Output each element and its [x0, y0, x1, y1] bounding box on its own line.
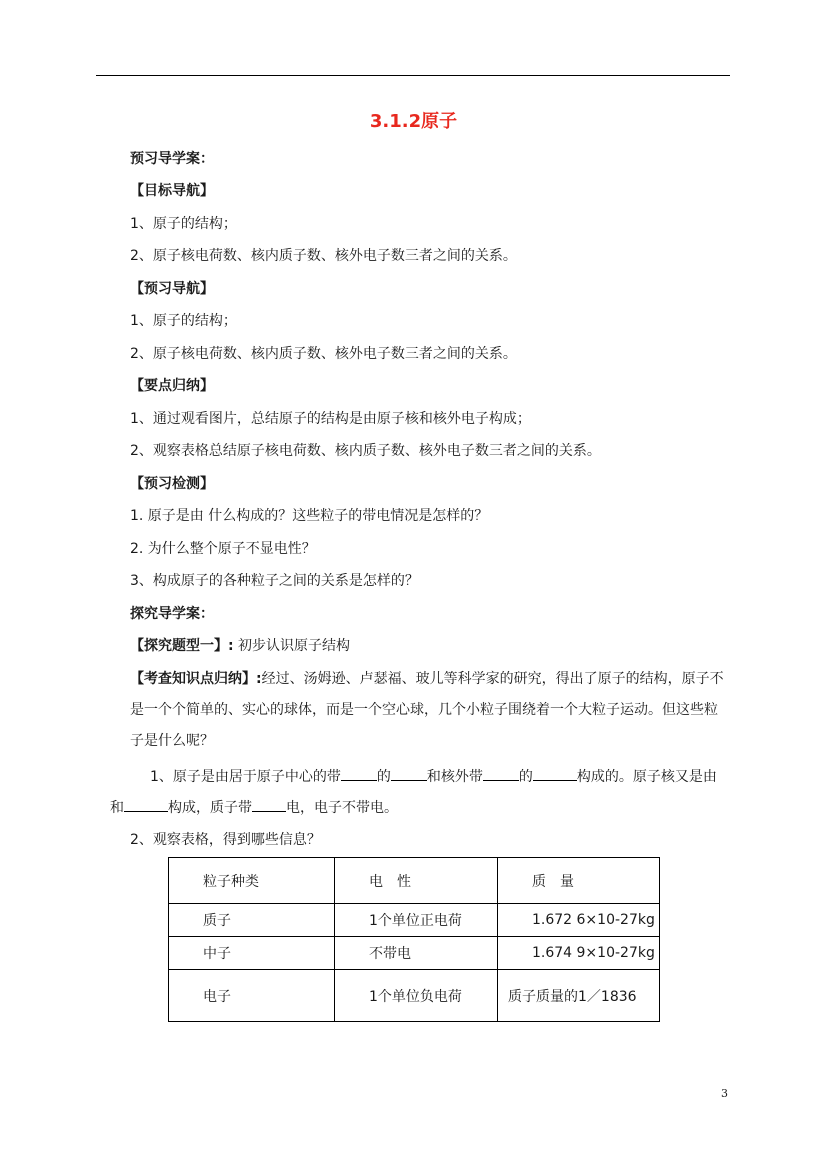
- knowledge-label: 【考查知识点归纳】:: [130, 671, 262, 687]
- blank-3[interactable]: [483, 766, 519, 781]
- test-question-3: 3、构成原子的各种粒子之间的关系是怎样的？: [130, 573, 419, 589]
- goal-item-1: 1、原子的结构；: [130, 216, 237, 232]
- fill-text-h: 电，电子不带电。: [286, 800, 398, 816]
- table-row: [169, 937, 660, 970]
- particle-table: [168, 857, 660, 1022]
- table-cell: 质子: [169, 904, 335, 937]
- table-cell: 电子: [169, 970, 335, 1022]
- blank-6[interactable]: [252, 797, 286, 812]
- knowledge-text: 经过、汤姆逊、卢瑟福、玻儿等科学家的研究，得出了原子的结构，原子不是一个个简单的、实心的球体，而是一个空心球，几个小粒子围绕着一个大粒子运动。但这些粒子是什么呢？: [130, 671, 724, 749]
- table-header-cell: 电 性: [335, 858, 498, 904]
- heading-goal-nav: 【目标导航】: [130, 183, 214, 199]
- table-row: [169, 904, 660, 937]
- fill-text-f: 和: [110, 800, 124, 816]
- header-rule: [96, 75, 730, 76]
- fill-text-g: 构成，质子带: [168, 800, 252, 816]
- key-point-1: 1、通过观看图片，总结原子的结构是由原子核和核外电子构成；: [130, 411, 531, 427]
- explore-type-text: 初步认识原子结构: [233, 638, 351, 654]
- goal-item-2: 2、原子核电荷数、核内质子数、核外电子数三者之间的关系。: [130, 248, 517, 264]
- table-cell: 中子: [169, 937, 335, 970]
- table-cell: 1个单位负电荷: [335, 970, 498, 1022]
- blank-2[interactable]: [391, 766, 427, 781]
- fill-text-b: 的: [376, 769, 391, 785]
- preview-nav-item-1: 1、原子的结构；: [130, 313, 237, 329]
- preview-nav-item-2: 2、原子核电荷数、核内质子数、核外电子数三者之间的关系。: [130, 346, 517, 362]
- table-cell: 1个单位正电荷: [335, 904, 498, 937]
- page-number: 3: [721, 1087, 728, 1100]
- table-header-cell: 粒子种类: [169, 858, 335, 904]
- fill-text-d: 的: [518, 769, 533, 785]
- table-header-row: [169, 858, 660, 904]
- blank-4[interactable]: [533, 766, 577, 781]
- key-point-2: 2、观察表格总结原子核电荷数、核内质子数、核外电子数三者之间的关系。: [130, 443, 601, 459]
- section-preview-guide: 预习导学案：: [130, 151, 214, 167]
- table-row: [169, 970, 660, 1022]
- knowledge-paragraph: [130, 664, 730, 757]
- table-intro: 2、观察表格，得到哪些信息？: [130, 832, 321, 848]
- fill-text-c: 和核外带: [426, 769, 483, 785]
- table-cell: 质子质量的1／1836: [498, 970, 660, 1022]
- blank-1[interactable]: [341, 766, 377, 781]
- heading-preview-test: 【预习检测】: [130, 476, 214, 492]
- explore-type-line: [130, 636, 350, 656]
- explore-type-label: 【探究题型一】:: [130, 638, 234, 654]
- fill-blank-paragraph: [110, 762, 730, 824]
- table-cell: 1.672 6×10-27kg: [498, 904, 660, 937]
- heading-key-points: 【要点归纳】: [130, 378, 214, 394]
- section-explore-guide: 探究导学案：: [130, 606, 214, 622]
- fill-text-e: 构成的。原子核又是由: [576, 769, 717, 785]
- table-header-cell: 质 量: [498, 858, 660, 904]
- heading-preview-nav: 【预习导航】: [130, 281, 214, 297]
- test-question-1: 1. 原子是由 什么构成的？这些粒子的带电情况是怎样的？: [130, 508, 489, 524]
- table-cell: 1.674 9×10-27kg: [498, 937, 660, 970]
- page-title: 3.1.2原子: [369, 111, 458, 132]
- blank-5[interactable]: [124, 797, 168, 812]
- table-cell: 不带电: [335, 937, 498, 970]
- test-question-2: 2. 为什么整个原子不显电性？: [130, 541, 316, 557]
- fill-text-a: 1、原子是由居于原子中心的带: [150, 769, 341, 785]
